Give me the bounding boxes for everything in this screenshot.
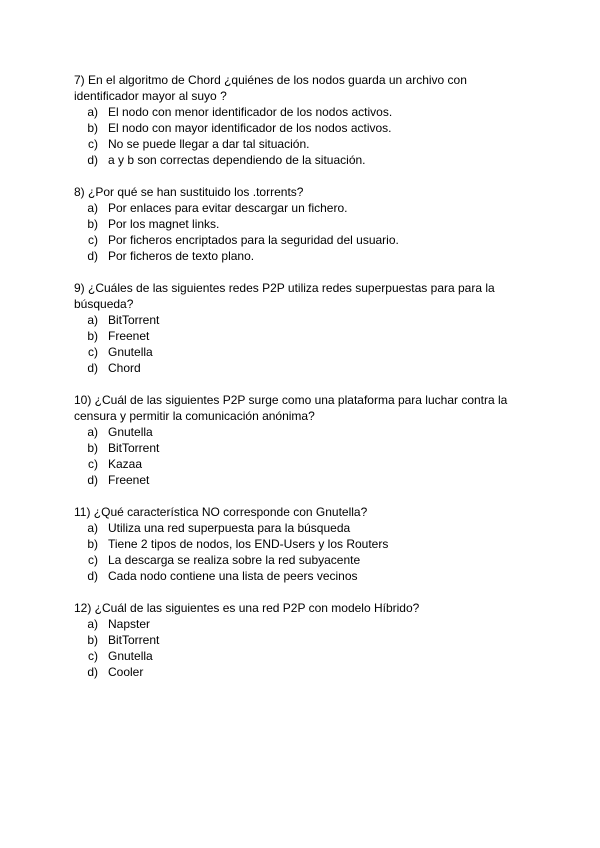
question-text: 12) ¿Cuál de las siguientes es una red P2P con modelo Híbrido? [74,601,420,615]
option-letter: d) [87,361,98,375]
option-letter: b) [87,537,98,551]
option-d [74,568,524,584]
option-c [74,136,524,152]
question-text: 11) ¿Qué característica NO corresponde con Gnutella? [74,505,368,519]
option-text: BitTorrent [108,313,160,327]
option-text: Por ficheros encriptados para la seguridad del usuario. [108,233,399,247]
options-list [74,424,524,488]
option-letter: c) [88,649,98,663]
options-list [74,200,524,264]
option-b [74,440,524,456]
option-letter: d) [87,665,98,679]
option-text: Kazaa [108,457,143,471]
option-text: Napster [108,617,151,631]
option-letter: a) [87,105,98,119]
option-d [74,360,524,376]
option-letter: a) [87,521,98,535]
option-b [74,216,524,232]
option-a [74,520,524,536]
option-c [74,456,524,472]
option-text: Tiene 2 tipos de nodos, los END-Users y los Routers [108,537,389,551]
question-11 [74,504,524,584]
question-text: 10) ¿Cuál de las siguientes P2P surge como una plataforma para luchar contra la censura y permitir la comunicación anónima? [74,393,508,423]
option-letter: b) [87,217,98,231]
option-letter: d) [87,473,98,487]
option-letter: a) [87,425,98,439]
options-list [74,104,524,168]
question-text: 8) ¿Por qué se han sustituido los .torrents? [74,185,304,199]
document-page [74,72,524,696]
option-d [74,472,524,488]
option-text: Freenet [108,329,150,343]
option-letter: b) [87,633,98,647]
question-7 [74,72,524,168]
option-d [74,664,524,680]
option-a [74,200,524,216]
option-text: El nodo con mayor identificador de los nodos activos. [108,121,392,135]
question-8 [74,184,524,264]
option-letter: c) [88,345,98,359]
options-list [74,616,524,680]
option-letter: b) [87,121,98,135]
option-text: Por los magnet links. [108,217,220,231]
option-text: El nodo con menor identificador de los nodos activos. [108,105,393,119]
option-a [74,104,524,120]
option-d [74,152,524,168]
option-b [74,120,524,136]
option-a [74,312,524,328]
option-letter: b) [87,329,98,343]
option-c [74,232,524,248]
option-letter: d) [87,249,98,263]
option-c [74,648,524,664]
option-letter: d) [87,153,98,167]
question-12 [74,600,524,680]
option-text: Gnutella [108,649,153,663]
option-letter: a) [87,201,98,215]
option-a [74,424,524,440]
option-text: Cada nodo contiene una lista de peers vecinos [108,569,358,583]
option-text: Gnutella [108,345,153,359]
option-text: No se puede llegar a dar tal situación. [108,137,310,151]
options-list [74,520,524,584]
option-b [74,632,524,648]
option-text: BitTorrent [108,633,160,647]
option-a [74,616,524,632]
option-letter: c) [88,553,98,567]
options-list [74,312,524,376]
question-text: 7) En el algoritmo de Chord ¿quiénes de los nodos guarda un archivo con identificador mayor al suyo ? [74,73,467,103]
option-letter: c) [88,233,98,247]
option-b [74,328,524,344]
option-letter: b) [87,441,98,455]
option-c [74,552,524,568]
option-text: Utiliza una red superpuesta para la búsqueda [108,521,351,535]
option-letter: c) [88,137,98,151]
option-letter: a) [87,313,98,327]
option-d [74,248,524,264]
question-9 [74,280,524,376]
option-text: Por ficheros de texto plano. [108,249,255,263]
option-text: Cooler [108,665,144,679]
option-text: Por enlaces para evitar descargar un fichero. [108,201,348,215]
option-text: Gnutella [108,425,153,439]
option-text: La descarga se realiza sobre la red subyacente [108,553,361,567]
option-letter: c) [88,457,98,471]
option-text: BitTorrent [108,441,160,455]
question-text: 9) ¿Cuáles de las siguientes redes P2P utiliza redes superpuestas para para la búsqueda? [74,281,495,311]
option-text: Freenet [108,473,150,487]
option-letter: a) [87,617,98,631]
option-c [74,344,524,360]
option-text: a y b son correctas dependiendo de la situación. [108,153,366,167]
option-b [74,536,524,552]
option-letter: d) [87,569,98,583]
option-text: Chord [108,361,141,375]
question-10 [74,392,524,488]
